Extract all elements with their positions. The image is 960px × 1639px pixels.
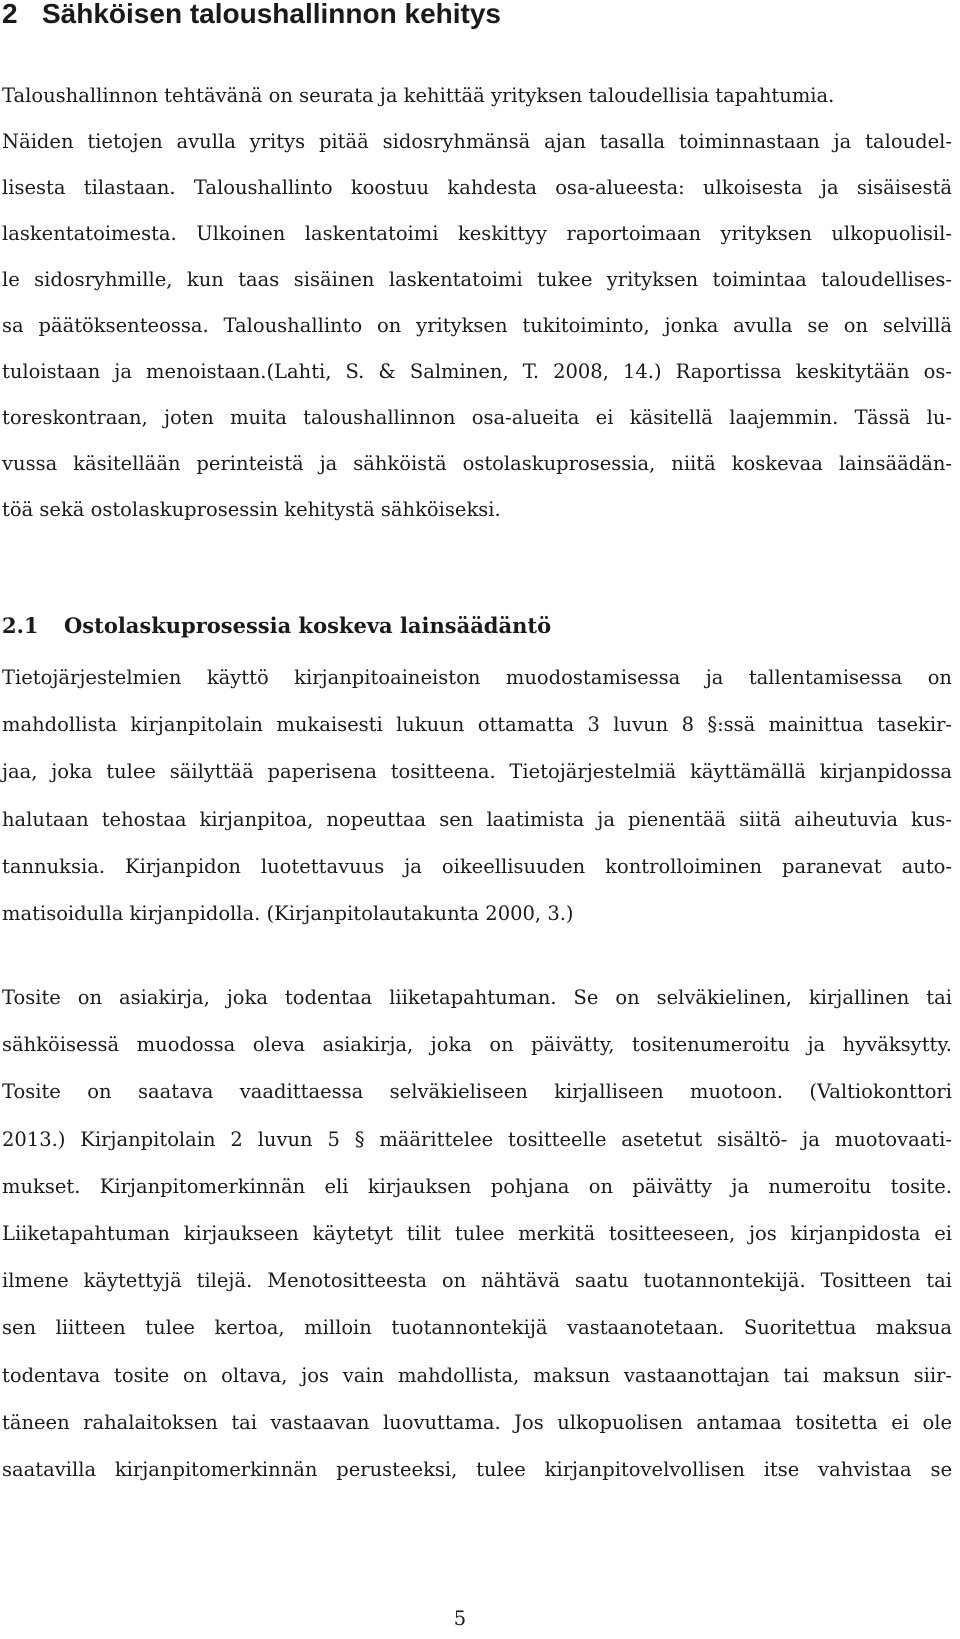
text-line: sähköisessä muodossa oleva asiakirja, joka on päivätty, tositenumeroitu ja hyväksytty. [2,1033,952,1057]
text-line: laskentatoimesta. Ulkoinen laskentatoimi keskittyy raportoimaan yrityksen ulkopuolisil- [2,222,952,245]
text-line: mahdollista kirjanpitolain mukaisesti lukuun ottamatta 3 luvun 8 §:ssä mainittua tasekir- [2,713,952,737]
text-line: Liiketapahtuman kirjaukseen käytetyt tilit tulee merkitä tositteeseen, jos kirjanpidosta ei [2,1221,952,1245]
text-line: täneen rahalaitoksen tai vastaavan luovuttama. Jos ulkopuolisen antamaa tositetta ei ole [2,1410,952,1434]
text-line: matisoidulla kirjanpidolla. (Kirjanpitolautakunta 2000, 3.) [2,901,574,925]
text-line: vussa käsitellään perinteistä ja sähköistä ostolaskuprosessia, niitä koskevaa lainsäädän- [2,452,952,475]
paragraph-legislation [2,668,952,951]
text-line: tuloistaan ja menoistaan.(Lahti, S. & Salminen, T. 2008, 14.) Raportissa keskitytään os- [2,360,952,383]
text-line: mukset. Kirjanpitomerkinnän eli kirjauksen pohjana on päivätty ja numeroitu tosite. [2,1174,952,1198]
subsection-title: Ostolaskuprosessia koskeva lainsäädäntö [64,613,552,638]
page-number: 5 [453,1607,467,1630]
subsection-heading [2,613,551,638]
text-line: lisesta tilastaan. Taloushallinto koostuu kahdesta osa-alueesta: ulkoisesta ja sisäisestä [2,176,952,199]
text-line: 2013.) Kirjanpitolain 2 luvun 5 § määrittelee tositteelle asetetut sisältö- ja muotovaati- [2,1127,952,1151]
text-line: Tosite on saatava vaadittaessa selväkieliseen kirjalliseen muotoon. (Valtiokonttori [2,1080,952,1104]
text-line: sa päätöksenteossa. Taloushallinto on yrityksen tukitoiminto, jonka avulla se on selvillä [2,314,952,337]
text-line: toreskontraan, joten muita taloushallinnon osa-alueita ei käsitellä laajemmin. Tässä lu- [2,406,952,429]
text-line: sen liitteen tulee kertoa, milloin tuotannontekijä vastaanotetaan. Suoritettua maksua [2,1316,952,1340]
text-line: le sidosryhmille, kun taas sisäinen laskentatoimi tukee yrityksen toimintaa taloudellises- [2,268,952,291]
text-line: todentava tosite on oltava, jos vain mahdollista, maksun vastaanottajan tai maksun siir- [2,1363,952,1387]
paragraph-intro [2,86,952,546]
text-line: Taloushallinnon tehtävänä on seurata ja kehittää yrityksen taloudellisia tapahtumia. [2,84,835,107]
text-line: Näiden tietojen avulla yritys pitää sidosryhmänsä ajan tasalla toiminnastaan ja taloudel- [2,130,952,153]
text-line: halutaan tehostaa kirjanpitoa, nopeuttaa sen laatimista ja pienentää siitä aiheutuvia kus- [2,807,952,831]
text-line: jaa, joka tulee säilyttää paperisena tositteena. Tietojärjestelmiä käyttämällä kirjanpidossa [2,760,952,784]
section-title: Sähköisen taloushallinnon kehitys [42,0,501,29]
section-heading [2,0,501,30]
text-line: Tietojärjestelmien käyttö kirjanpitoaineiston muodostamisessa ja tallentamisessa on [2,666,952,689]
paragraph-voucher [2,988,952,1507]
text-line: saatavilla kirjanpitomerkinnän perusteeksi, tulee kirjanpitovelvollisen itse vahvistaa se [2,1457,952,1481]
text-line: ilmene käytettyjä tilejä. Menotositteesta on nähtävä saatu tuotannontekijä. Tositteen tai [2,1269,952,1293]
text-line: Tosite on asiakirja, joka todentaa liiketapahtuman. Se on selväkielinen, kirjallinen tai [2,986,952,1009]
section-number: 2 [2,0,18,29]
subsection-number: 2.1 [2,613,39,638]
text-line: tannuksia. Kirjanpidon luotettavuus ja oikeellisuuden kontrolloiminen paranevat auto- [2,854,952,878]
text-line: töä sekä ostolaskuprosessin kehitystä sähköiseksi. [2,498,501,521]
